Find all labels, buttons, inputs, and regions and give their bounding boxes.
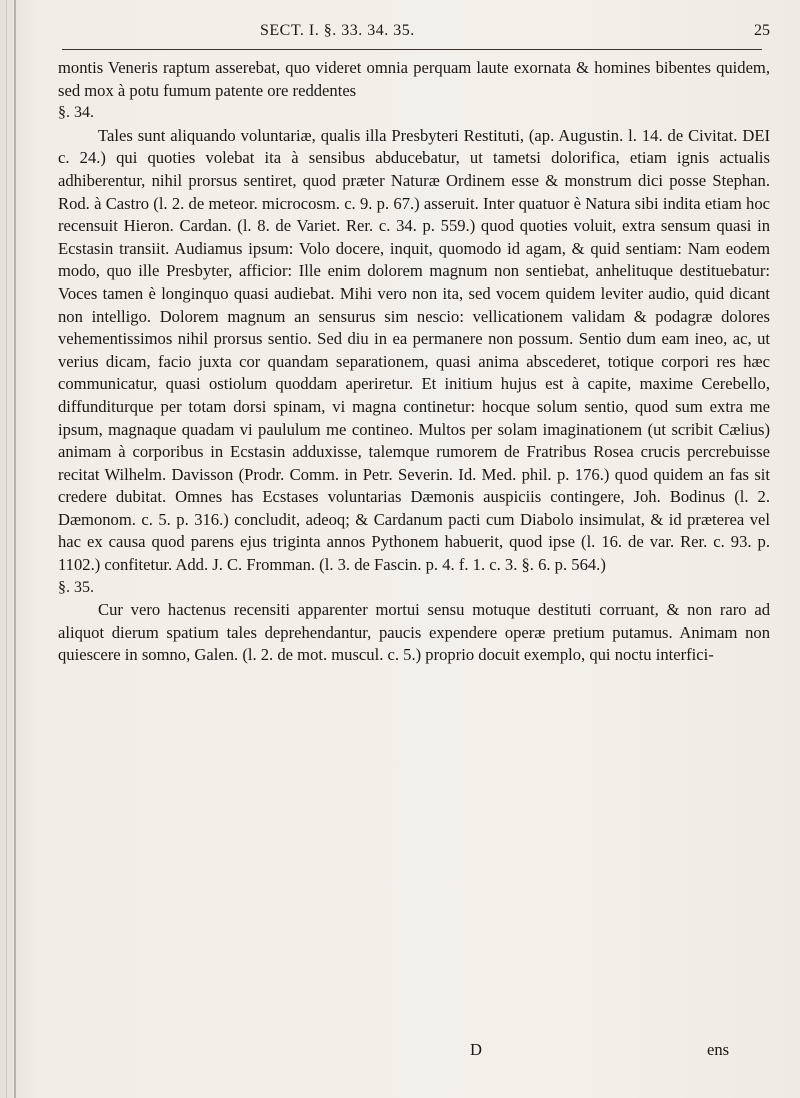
catchword: ens: [707, 1040, 730, 1059]
section-35-paragraph: Cur vero hactenus recensiti apparenter mortui sensu motuque destituti corruant, & non raro ad aliquot dierum spatium tales deprehendantur, paucis expendere operæ pretium putamus. Animam non quiescere in somno, Galen. (l. 2. de mot. muscul. c. 5.) proprio docuit exemplo, qui noctu interfici-: [58, 600, 770, 665]
page-footer: [0, 1040, 800, 1064]
body-text: [58, 57, 770, 667]
page-gutter-edge: [14, 0, 16, 1098]
section-33-continuation: montis Veneris raptum asserebat, quo videret omnia perquam laute exornata & homines bibentes quidem, sed mox à potu fumum patente ore reddentes: [58, 58, 770, 100]
page-gutter-line: [6, 0, 7, 1098]
page-header: [60, 22, 770, 46]
section-34-paragraph: Tales sunt aliquando voluntariæ, qualis illa Presbyteri Restituti, (ap. Augustin. l. 14. de Civitat. DEI c. 24.) qui quoties volebat ita à sensibus abducebatur, ut tametsi dolorifica, etiam ignis actualis adhiberentur, nihil prorsus sentiret, quod præter Naturæ Ordinem esse & monstrum dici posse Stephan. Rod. à Castro (l. 2. de meteor. microcosm. c. 9. p. 67.) asseruit. Inter quatuor è Natura sibi indita etiam hoc recensuit Hieron. Cardan. (l. 8. de Variet. Rer. c. 34. p. 559.) quod quoties voluit, extra sensum quasi in Ecstasin transiit. Audiamus ipsum: Volo docere, inquit, quomodo id agam, & quid sentiam: Nam eodem modo, quo ille Presbyter, afficior: Ille enim dolorem magnum non sentiebat, anhelituque destituebatur: Voces tamen è longinquo quasi audiebat. Mihi vero non ita, sed vocem quidem leviter audio, quid dicant non intelligo. Dolorem magnum an sensurus sim nescio: vellicationem validam & podagræ dolores vehementissimos nihil prorsus sentio. Sed diu in ea permanere non possum. Sentio dum eam ineo, ac, ut verius dicam, facio juxta cor quandam separationem, quasi anima abscederet, totique corpori res hæc communicatur, quasi ostiolum quoddam aperiretur. Et initium hujus est à capite, maxime Cerebello, diffunditurque per totam dorsi spinam, vi magna continetur: hocque solum sentio, quod sum extra me ipsum, magnaque quadam vi paululum me contineo. Multos per solam imaginationem (ut scribit Cælius) animam à corporibus in Ecstasin adduxisse, talemque rumorem de Fratribus Rosea crucis percrebuisse recitat Wilhelm. Davisson (Prodr. Comm. in Petr. Severin. Id. Med. phil. p. 176.) quod quidem an fas sit credere dubitat. Omnes has Ecstases voluntarias Dæmonis auspiciis contingere, Joh. Bodinus (l. 2. Dæmonom. c. 5. p. 316.) concludit, adeoq; & Cardanum pacti cum Diabolo insimulat, & id præterea vel hac ex causa quod parens ejus triginta annos Pythonem habuerit, quod ipse (l. 16. de var. Rer. c. 93. p. 1102.) confitetur. Add. J. C. Fromman. (l. 3. de Fascin. p. 4. f. 1. c. 3. §. 6. p. 564.): [58, 125, 770, 575]
page-number: 25: [754, 22, 770, 39]
running-head: SECT. I. §. 33. 34. 35.: [260, 22, 415, 39]
section-34-heading: §. 34.: [58, 104, 94, 122]
section-35-heading: §. 35.: [58, 578, 94, 596]
signature-mark: D: [470, 1040, 482, 1059]
header-rule: [62, 49, 762, 50]
